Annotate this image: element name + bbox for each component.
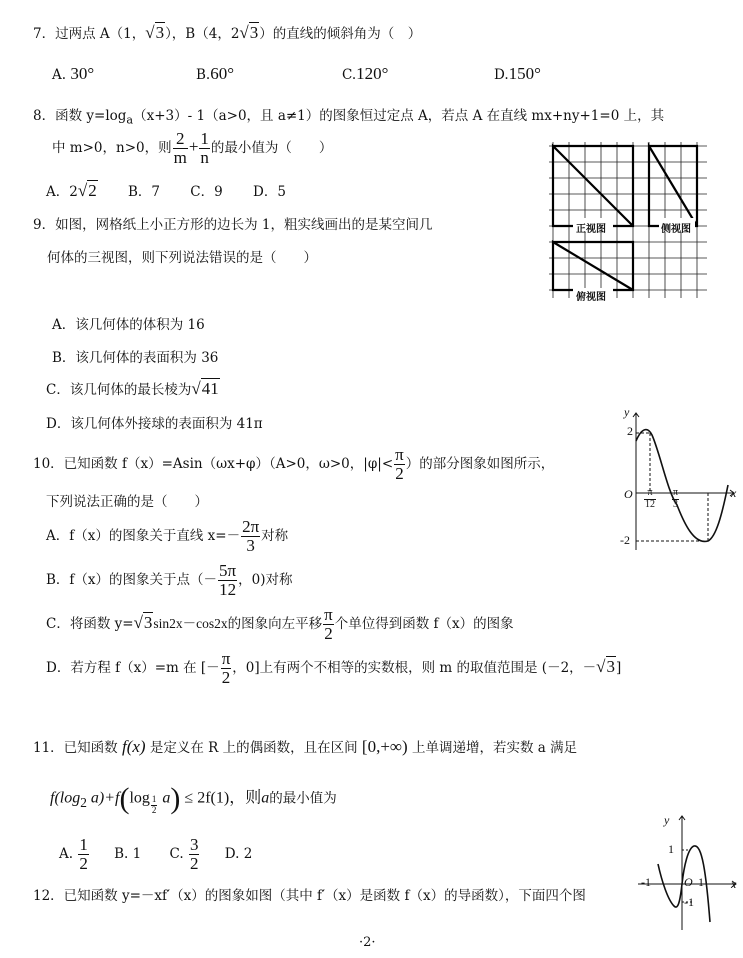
page-number: ·2· xyxy=(359,935,376,950)
q12-line1: 12．已知函数 y=－xf′（x）的图象如图（其中 f′（x）是函数 f（x）的导函数），下面四个图 xyxy=(33,888,586,904)
q12-graph-x-neg-one: -1 xyxy=(641,875,651,889)
q9-line2: 何体的三视图，则下列说法错误的是（ ） xyxy=(47,250,317,266)
q10-graph-y-max: 2 xyxy=(627,424,633,438)
q12-graph-y-neg-one: -1 xyxy=(684,895,694,909)
q9-front-view-label: 正视图 xyxy=(576,224,606,235)
q11-line1: 11．已知函数 f(x) 是定义在 R 上的偶函数，且在区间 [0,+∞) 上单调递增，若实数 a 满足 xyxy=(33,737,578,756)
q10-graph-y-min: -2 xyxy=(620,533,630,547)
q12-graph-origin: O xyxy=(684,875,693,889)
q10-line1: 10．已知函数 f（x）=Asin（ωx+φ）（A>0，ω>0，|φ|< $\frac{\pi}{2}$ ）的部分图象如图所示， xyxy=(33,445,555,483)
q10-graph-origin: O xyxy=(624,487,633,501)
q9-option-a: A．该几何体的体积为 16 xyxy=(52,317,205,333)
q12-graph-x-one: 1 xyxy=(698,875,704,889)
q10-line2: 下列说法正确的是（ ） xyxy=(46,494,208,510)
q10-graph-x-label: x xyxy=(731,486,737,500)
q10-graph-tick-pi12: $\frac{\pi}{12}$ xyxy=(645,487,655,510)
q9-option-d: D．该几何体外接球的表面积为 41π xyxy=(46,416,263,432)
q12-graph-y-one: 1 xyxy=(668,842,674,856)
q12-graph-y-label: y xyxy=(664,813,670,827)
q7-stem: 7．过两点 A（1，√3），B（4，2√3）的直线的倾斜角为（ ） xyxy=(33,23,422,42)
q9-option-b: B．该几何体的表面积为 36 xyxy=(52,350,219,366)
q8-options: A．2√2 B．7 C．9 D．5 xyxy=(46,181,286,200)
q7-option-b: B.60° xyxy=(196,64,235,83)
q9-line1: 9．如图，网格纸上小正方形的边长为 1，粗实线画出的是某空间几 xyxy=(33,217,433,233)
q9-top-view-label: 俯视图 xyxy=(576,292,606,303)
q8-line2: 中 m>0，n>0，则 $\frac{2}{m}$ + $\frac{1}{n}$ 的最小值为（ ） xyxy=(52,129,333,167)
q10-option-b: B．f（x）的图象关于点（－ $\frac{5\pi}{12}$ ，0)对称 xyxy=(46,561,293,599)
q9-option-c: C．该几何体的最长棱为√41 xyxy=(46,379,219,398)
q10-option-d: D．若方程 f（x）=m 在 [－ $\frac{\pi}{2}$ ，0]上有两个不相等的实数根，则 m 的取值范围是 (－2，－√3] xyxy=(46,649,622,687)
q7-option-d: D.150° xyxy=(494,64,541,83)
q10-sine-graph xyxy=(614,405,742,555)
q10-graph-tick-pi3: $\frac{\pi}{3}$ xyxy=(673,487,679,510)
q11-options: A. $\frac{1}{2}$ B. 1 C. $\frac{3}{2}$ D. 2 xyxy=(59,835,253,873)
q9-side-view-label: 侧视图 xyxy=(661,224,691,235)
q8-line1: 8．函数 $y=\log_a(x+3)-$ 1（a>0，且 a≠1）的图象恒过定点 A，若点 A 在直线 mx+ny+1=0 上，其 xyxy=(33,108,665,127)
q10-graph-y-label: y xyxy=(624,405,630,419)
q10-option-c: C．将函数 y=√3sin2x－cos2x的图象向左平移 $\frac{\pi}{2}$ 个单位得到函数 f（x）的图象 xyxy=(46,605,514,643)
q12-derivative-graph xyxy=(636,812,741,932)
q7-option-a: A. 30° xyxy=(52,64,95,83)
q12-graph-x-label: x xyxy=(731,877,737,891)
q11-inequality: $f(\log_2$ a)+f(log $\frac{1}{2}$ a) ≤ 2f(1)，则a的最小值为 xyxy=(50,782,337,815)
q10-option-a: A．f（x）的图象关于直线 x=－ $\frac{2\pi}{3}$ 对称 xyxy=(46,517,289,555)
q7-option-c: C.120° xyxy=(342,64,389,83)
